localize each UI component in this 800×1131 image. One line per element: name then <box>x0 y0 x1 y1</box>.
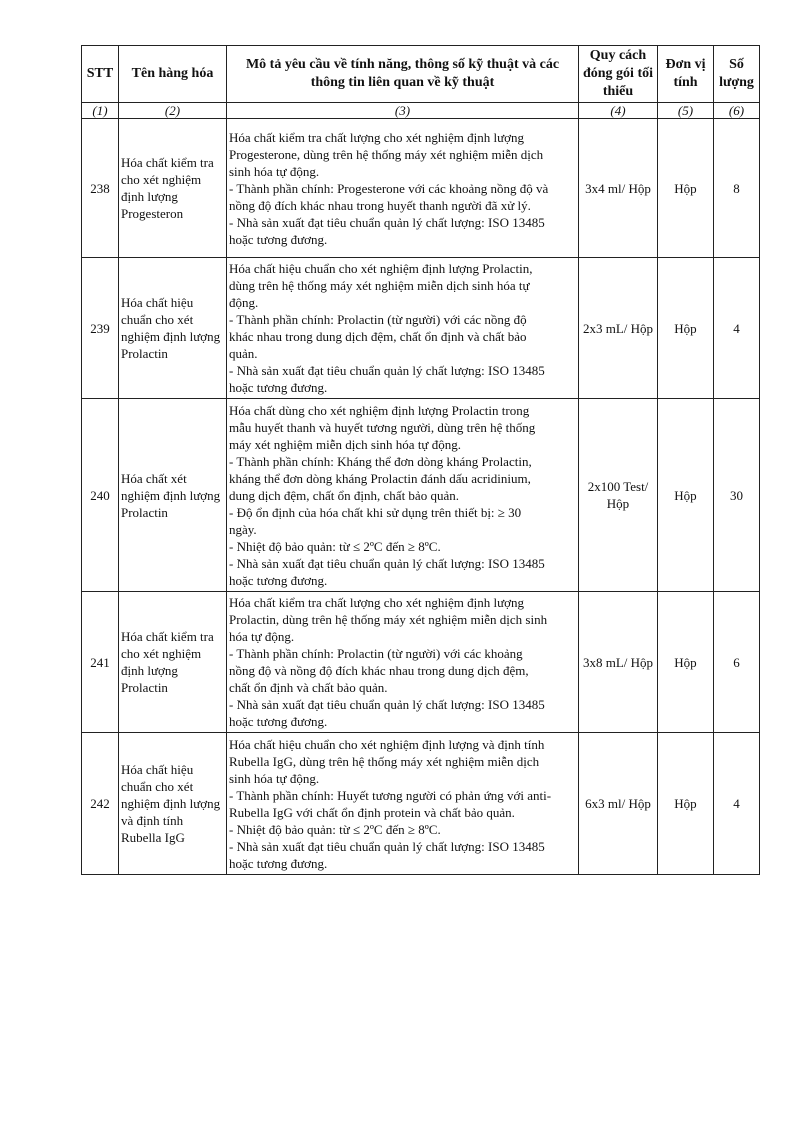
description-line: - Nhiệt độ bảo quản: từ ≤ 2ºC đến ≥ 8ºC. <box>229 821 441 837</box>
row-unit: Hộp <box>658 592 714 733</box>
description-line: mẫu huyết thanh và huyết tương người, dùng trên hệ thống <box>229 419 536 435</box>
description-line: kháng thể đơn dòng kháng Prolactin đánh dấu acridinium, <box>229 470 531 486</box>
row-stt: 238 <box>82 119 119 258</box>
description-line: - Nhà sản xuất đạt tiêu chuẩn quản lý chất lượng: ISO 13485 <box>229 555 545 571</box>
row-description <box>227 592 579 733</box>
description-line: Rubella IgG, dùng trên hệ thống máy xét nghiệm miễn dịch <box>229 753 540 769</box>
description-line: hoặc tương đương. <box>229 231 328 247</box>
description-line: - Thành phần chính: Kháng thể đơn dòng kháng Prolactin, <box>229 453 532 469</box>
description-line: nồng độ và nồng độ đích khác nhau trong dung dịch đệm, <box>229 663 529 678</box>
table-row <box>82 733 760 875</box>
description-line: động. <box>229 295 259 310</box>
description-line: - Thành phần chính: Prolactin (từ người) với các khoảng <box>229 646 523 661</box>
description-line: Hóa chất hiệu chuẩn cho xét nghiệm định lượng và định tính <box>229 736 545 752</box>
header-name: Tên hàng hóa <box>119 46 227 103</box>
header-stt: STT <box>82 46 119 103</box>
description-line: hoặc tương đương. <box>229 380 328 395</box>
description-line: nồng độ đích khác nhau trong huyết thanh người đã xử lý. <box>229 197 531 213</box>
row-unit: Hộp <box>658 733 714 875</box>
description-line: - Nhà sản xuất đạt tiêu chuẩn quản lý chất lượng: ISO 13485 <box>229 838 545 854</box>
row-description <box>227 258 579 399</box>
description-line: Rubella IgG với chất ổn định protein và chất bảo quản. <box>229 804 515 820</box>
row-stt: 242 <box>82 733 119 875</box>
column-index: (2) <box>119 103 227 119</box>
table-row <box>82 258 760 399</box>
row-unit: Hộp <box>658 258 714 399</box>
table-row <box>82 592 760 733</box>
description-line: - Nhà sản xuất đạt tiêu chuẩn quản lý chất lượng: ISO 13485 <box>229 697 545 712</box>
row-description <box>227 119 579 258</box>
column-index: (5) <box>658 103 714 119</box>
description-line: Hóa chất dùng cho xét nghiệm định lượng Prolactin trong <box>229 402 530 418</box>
description-line: - Thành phần chính: Huyết tương người có phản ứng với anti- <box>229 787 552 803</box>
description-line: - Nhà sản xuất đạt tiêu chuẩn quản lý chất lượng: ISO 13485 <box>229 363 545 378</box>
row-unit: Hộp <box>658 399 714 592</box>
description-line: máy xét nghiệm miễn dịch sinh hóa tự động. <box>229 436 461 452</box>
row-packaging: 3x4 ml/ Hộp <box>579 119 658 258</box>
description-line: sinh hóa tự động. <box>229 770 320 786</box>
row-item-name: Hóa chất kiểm tra cho xét nghiệm định lượng Prolactin <box>119 592 227 733</box>
header-unit: Đơn vị tính <box>658 46 714 103</box>
row-quantity: 30 <box>714 399 760 592</box>
header-row <box>82 46 760 103</box>
description-line: - Thành phần chính: Progesterone với các khoảng nồng độ và <box>229 180 549 196</box>
row-quantity: 4 <box>714 258 760 399</box>
row-stt: 241 <box>82 592 119 733</box>
description-line: hóa tự động. <box>229 629 295 644</box>
row-stt: 239 <box>82 258 119 399</box>
header-packaging: Quy cách đóng gói tối thiểu <box>579 46 658 103</box>
column-index: (4) <box>579 103 658 119</box>
description-line: hoặc tương đương. <box>229 572 328 588</box>
row-unit: Hộp <box>658 119 714 258</box>
row-item-name: Hóa chất hiệu chuẩn cho xét nghiệm định lượng Prolactin <box>119 258 227 399</box>
row-item-name: Hóa chất hiệu chuẩn cho xét nghiệm định lượng và định tính Rubella IgG <box>119 733 227 875</box>
column-index: (6) <box>714 103 760 119</box>
description-line: - Nhiệt độ bảo quản: từ ≤ 2ºC đến ≥ 8ºC. <box>229 538 441 554</box>
row-description <box>227 733 579 875</box>
row-quantity: 4 <box>714 733 760 875</box>
description-line: Hóa chất hiệu chuẩn cho xét nghiệm định lượng Prolactin, <box>229 261 533 276</box>
row-quantity: 6 <box>714 592 760 733</box>
column-index-row <box>82 103 760 119</box>
description-line: dung dịch đệm, chất ổn định, chất bảo quản. <box>229 487 459 503</box>
description-line: - Độ ổn định của hóa chất khi sử dụng trên thiết bị: ≥ 30 <box>229 504 522 520</box>
goods-spec-table <box>81 45 760 875</box>
description-line: dùng trên hệ thống máy xét nghiệm miễn dịch sinh hóa tự <box>229 278 530 293</box>
description-line: - Nhà sản xuất đạt tiêu chuẩn quản lý chất lượng: ISO 13485 <box>229 214 545 230</box>
description-line: Prolactin, dùng trên hệ thống máy xét nghiệm miễn dịch sinh <box>229 612 548 627</box>
description-line: sinh hóa tự động. <box>229 163 320 179</box>
column-index: (1) <box>82 103 119 119</box>
row-packaging: 2x100 Test/ Hộp <box>579 399 658 592</box>
row-item-name: Hóa chất xét nghiệm định lượng Prolactin <box>119 399 227 592</box>
header-quantity: Số lượng <box>714 46 760 103</box>
table-row <box>82 399 760 592</box>
column-index: (3) <box>227 103 579 119</box>
description-line: - Thành phần chính: Prolactin (từ người) với các nồng độ <box>229 312 527 327</box>
description-line: hoặc tương đương. <box>229 855 328 871</box>
header-description: Mô tả yêu cầu về tính năng, thông số kỹ thuật và các thông tin liên quan về kỹ thuật <box>227 46 579 103</box>
description-line: Hóa chất kiểm tra chất lượng cho xét nghiệm định lượng <box>229 595 524 610</box>
row-packaging: 2x3 mL/ Hộp <box>579 258 658 399</box>
row-item-name: Hóa chất kiểm tra cho xét nghiệm định lượng Progesteron <box>119 119 227 258</box>
description-line: quản. <box>229 346 258 361</box>
description-line: hoặc tương đương. <box>229 714 328 729</box>
row-description <box>227 399 579 592</box>
description-line: ngày. <box>229 521 257 537</box>
row-quantity: 8 <box>714 119 760 258</box>
table-row <box>82 119 760 258</box>
row-stt: 240 <box>82 399 119 592</box>
description-line: chất ổn định và chất bảo quản. <box>229 680 388 695</box>
description-line: khác nhau trong dung dịch đệm, chất ổn định và chất bảo <box>229 329 527 344</box>
row-packaging: 6x3 ml/ Hộp <box>579 733 658 875</box>
description-line: Progesterone, dùng trên hệ thống máy xét nghiệm miễn dịch <box>229 146 544 162</box>
description-line: Hóa chất kiểm tra chất lượng cho xét nghiệm định lượng <box>229 129 524 145</box>
row-packaging: 3x8 mL/ Hộp <box>579 592 658 733</box>
